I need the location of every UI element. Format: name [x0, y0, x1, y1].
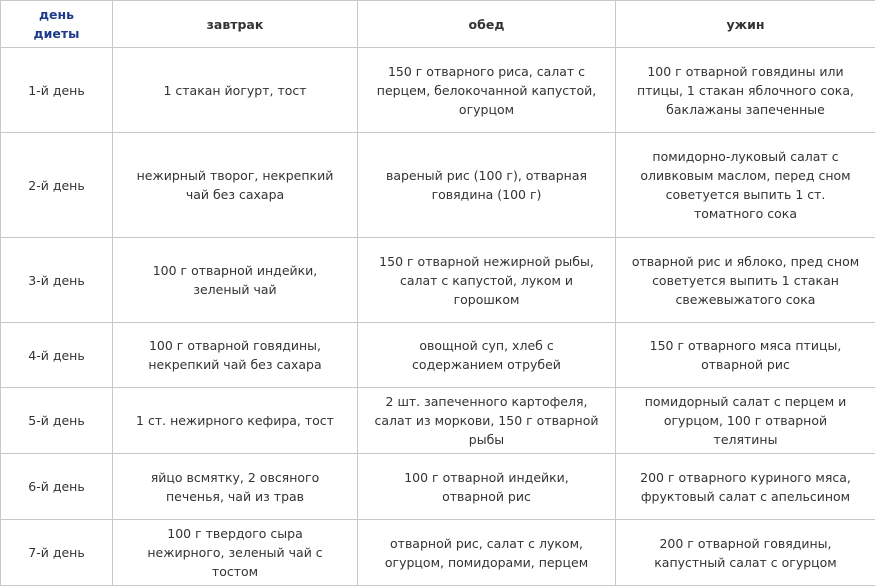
lunch-cell: 150 г отварного риса, салат с перцем, белокочанной капустой, огурцом: [358, 48, 616, 133]
lunch-cell: вареный рис (100 г), отварная говядина (100 г): [358, 133, 616, 238]
breakfast-cell: нежирный творог, некрепкий чай без сахара: [113, 133, 358, 238]
lunch-cell: 2 шт. запеченного картофеля, салат из моркови, 150 г отварной рыбы: [358, 388, 616, 454]
dinner-cell: 200 г отварного куриного мяса, фруктовый салат с апельсином: [616, 454, 875, 520]
breakfast-cell: 100 г твердого сыра нежирного, зеленый чай с тостом: [113, 520, 358, 586]
header-dinner: ужин: [616, 1, 875, 48]
day-cell: 4-й день: [1, 323, 113, 388]
lunch-cell: 150 г отварной нежирной рыбы, салат с капустой, луком и горошком: [358, 238, 616, 323]
table-row: [1, 133, 875, 238]
day-cell: 3-й день: [1, 238, 113, 323]
lunch-cell: 100 г отварной индейки, отварной рис: [358, 454, 616, 520]
table-row: [1, 238, 875, 323]
day-cell: 5-й день: [1, 388, 113, 454]
dinner-cell: 200 г отварной говядины, капустный салат с огурцом: [616, 520, 875, 586]
day-cell: 6-й день: [1, 454, 113, 520]
dinner-cell: 150 г отварного мяса птицы, отварной рис: [616, 323, 875, 388]
dinner-cell: отварной рис и яблоко, пред сном советуется выпить 1 стакан свежевыжатого сока: [616, 238, 875, 323]
header-day: день диеты: [1, 1, 113, 48]
breakfast-cell: яйцо всмятку, 2 овсяного печенья, чай из трав: [113, 454, 358, 520]
day-cell: 7-й день: [1, 520, 113, 586]
header-lunch: обед: [358, 1, 616, 48]
day-cell: 1-й день: [1, 48, 113, 133]
table-row: [1, 48, 875, 133]
table-row: [1, 520, 875, 586]
dinner-cell: 100 г отварной говядины или птицы, 1 стакан яблочного сока, баклажаны запеченные: [616, 48, 875, 133]
dinner-cell: помидорно-луковый салат с оливковым маслом, перед сном советуется выпить 1 ст. томатного сока: [616, 133, 875, 238]
header-breakfast: завтрак: [113, 1, 358, 48]
breakfast-cell: 1 стакан йогурт, тост: [113, 48, 358, 133]
table-row: [1, 388, 875, 454]
lunch-cell: овощной суп, хлеб с содержанием отрубей: [358, 323, 616, 388]
table-row: [1, 454, 875, 520]
dinner-cell: помидорный салат с перцем и огурцом, 100 г отварной телятины: [616, 388, 875, 454]
lunch-cell: отварной рис, салат с луком, огурцом, помидорами, перцем: [358, 520, 616, 586]
header-row: [1, 1, 875, 48]
day-cell: 2-й день: [1, 133, 113, 238]
table-row: [1, 323, 875, 388]
breakfast-cell: 100 г отварной говядины, некрепкий чай без сахара: [113, 323, 358, 388]
breakfast-cell: 1 ст. нежирного кефира, тост: [113, 388, 358, 454]
breakfast-cell: 100 г отварной индейки, зеленый чай: [113, 238, 358, 323]
